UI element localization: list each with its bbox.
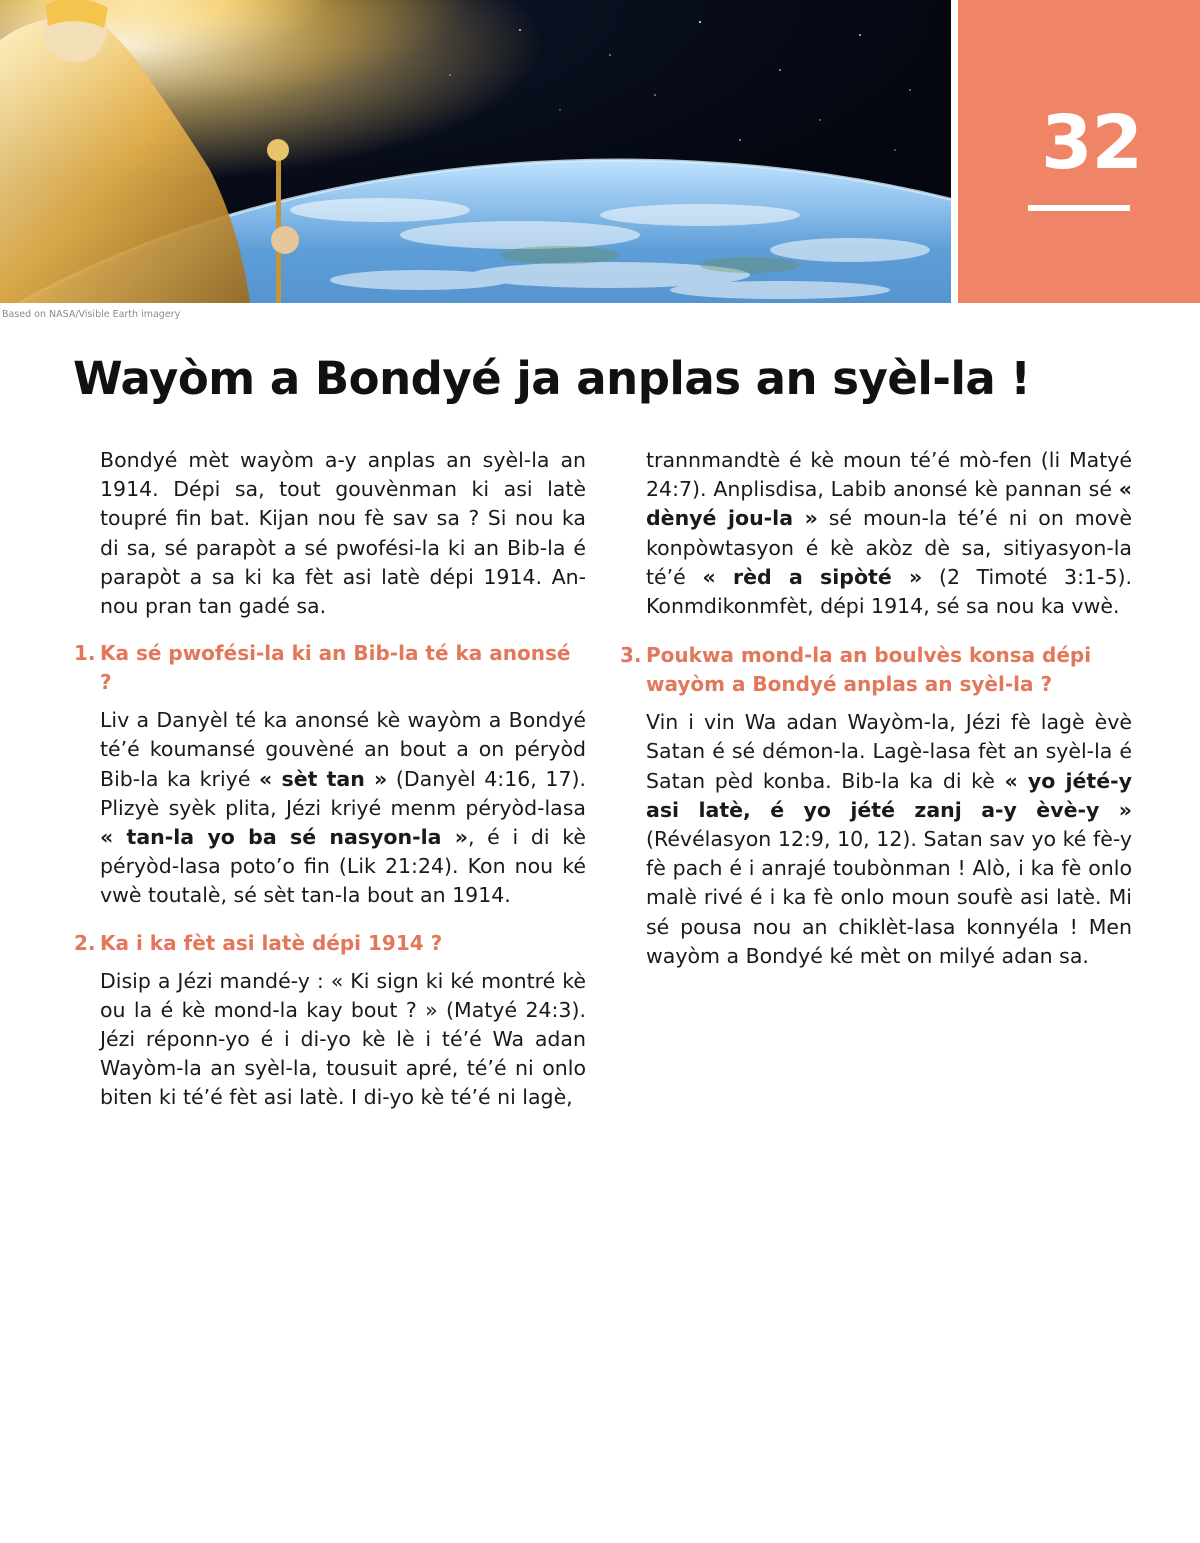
text-run: Vin i vin Wa adan Wayòm-la, Jézi fè lagè èvè Satan é sé démon-la. Lagè-lasa fèt an syèl-la é Satan pèd konba. Bib-la ka di kè bbox=[646, 710, 1132, 793]
intro-paragraph: Bondyé mèt wayòm a-y anplas an syèl-la an 1914. Dépi sa, tout gouvènman ki asi latè toupré fin bat. Kijan nou fè sav sa ? Si nou ka di sa, sé parapòt a sé pwofési-la ki an Bib-la é parapòt a sa ki ka fèt asi latè dépi 1914. An-nou pran tan gadé sa. bbox=[100, 448, 586, 619]
question-2-heading bbox=[74, 929, 586, 958]
chapter-badge bbox=[958, 0, 1200, 303]
section-2-paragraph-part-1: Disip a Jézi mandé-y : « Ki sign ki ké montré kè ou la é kè mond-la kay bout ? » (Matyé 24:3). Jézi réponn-yo é i di-yo kè lè i té’é Wa adan Wayòm-la an syèl-la, tousuit apré, té’é ni onlo biten ki té’é fèt asi latè. I di-yo kè té’é ni lagè, bbox=[100, 968, 586, 1110]
question-number: 3. bbox=[620, 643, 642, 668]
text-run: Liv a Danyèl té ka anonsé kè wayòm a Bondyé té’é koumansé gouvèné an bout a on péryòd Bib-la ka kriyé bbox=[100, 708, 586, 791]
text-run: sé moun-la té’é ni on movè konpòwtasyon é kè akòz dè sa, sitiyasyon-la té’é bbox=[646, 506, 1132, 589]
header-image bbox=[0, 0, 951, 303]
text-run: trannmandtè é kè moun té’é mò-fen (li Matyé 24:7). Anplisdisa, Labib anonsé kè pannan sé bbox=[646, 448, 1132, 502]
quote-emphasis: « yo jété-y asi latè, é yo jété zanj a-y èvè-y » bbox=[646, 768, 1133, 822]
text-run: (Danyèl 4:16, 17). Plizyè syèk plita, Jézi kriyé menm péryòd-lasa bbox=[100, 766, 587, 820]
quote-emphasis: « tan-la yo ba sé nasyon-la » bbox=[100, 825, 468, 850]
right-column bbox=[620, 446, 1132, 971]
chapter-underline bbox=[1028, 205, 1130, 211]
chapter-number: 32 bbox=[1041, 100, 1142, 186]
text-run: , é i di kè péryòd-lasa poto’o fin (Lik 21:24). Kon nou ké vwè toutalè, sé sèt tan-la bout an 1914. bbox=[100, 825, 586, 908]
left-column bbox=[74, 446, 586, 1113]
earth-from-space-illustration bbox=[0, 0, 951, 303]
page-title: Wayòm a Bondyé ja anplas an syèl-la ! bbox=[73, 352, 1031, 405]
question-number: 2. bbox=[74, 930, 96, 955]
image-credit: Based on NASA/Visible Earth imagery bbox=[2, 309, 181, 320]
question-number: 1. bbox=[74, 641, 96, 666]
question-1-heading bbox=[74, 639, 586, 697]
quote-emphasis: « dènyé jou-la » bbox=[646, 477, 1132, 531]
question-3-heading bbox=[620, 641, 1132, 699]
section-1-paragraph bbox=[100, 706, 586, 910]
question-text: Ka sé pwofési-la ki an Bib-la té ka anonsé ? bbox=[100, 641, 571, 695]
question-text: Ka i ka fèt asi latè dépi 1914 ? bbox=[100, 930, 443, 955]
text-run: (2 Timoté 3:1-5). Konmdikonmfèt, dépi 1914, sé sa nou ka vwè. bbox=[646, 564, 1132, 619]
section-3-paragraph bbox=[646, 708, 1132, 971]
quote-emphasis: « rèd a sipòté » bbox=[702, 564, 923, 589]
question-text: Poukwa mond-la an boulvès konsa dépi wayòm a Bondyé anplas an syèl-la ? bbox=[646, 643, 1092, 697]
quote-emphasis: « sèt tan » bbox=[259, 766, 388, 791]
section-2-paragraph-part-2 bbox=[646, 446, 1132, 621]
text-run: (Révélasyon 12:9, 10, 12). Satan sav yo ké fè-y fè pach é i anrajé toubònman ! Alò, i ka fè onlo malè rivé é i ka fè onlo moun soufè asi latè. Mi sé pousa nou an chiklèt-lasa konnyéla ! Men wayòm a Bondyé ké mèt on milyé adan sa. bbox=[646, 827, 1132, 968]
